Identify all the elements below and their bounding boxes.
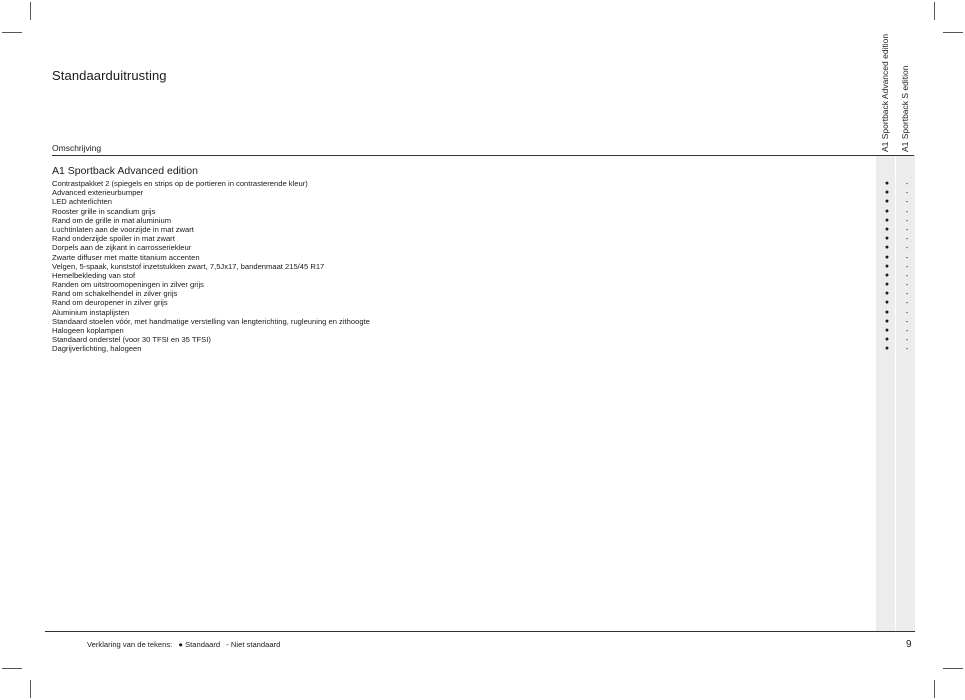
advanced-mark: ●	[884, 281, 890, 289]
crop-mark	[30, 680, 31, 698]
s-edition-mark: -	[905, 344, 909, 354]
footer-divider	[45, 631, 915, 632]
legend-not-standard: - Niet standaard	[226, 640, 281, 649]
s-edition-mark: -	[905, 252, 909, 262]
feature-row	[52, 335, 912, 344]
s-edition-mark: -	[905, 298, 909, 308]
feature-label: Standaard onderstel (voor 30 TFSI en 35 TFSI)	[52, 335, 211, 345]
s-edition-mark: -	[905, 243, 909, 253]
advanced-mark: ●	[884, 235, 890, 243]
s-edition-mark: -	[905, 234, 909, 244]
feature-row	[52, 253, 912, 262]
feature-row	[52, 197, 912, 206]
feature-row	[52, 298, 912, 307]
feature-row	[52, 207, 912, 216]
header-divider	[52, 155, 914, 156]
feature-label: Luchtinlaten aan de voorzijde in mat zwart	[52, 224, 194, 234]
advanced-mark: ●	[884, 216, 890, 224]
feature-label: Dorpels aan de zijkant in carrosseriekleur	[52, 243, 192, 253]
feature-label: Dagrijverlichting, halogeen	[52, 344, 142, 354]
advanced-mark: ●	[884, 207, 890, 215]
advanced-mark: ●	[884, 317, 890, 325]
feature-row	[52, 179, 912, 188]
description-column-label: Omschrijving	[52, 143, 102, 153]
feature-label: LED achterlichten	[52, 197, 112, 207]
feature-label: Contrastpakket 2 (spiegels en strips op de portieren in contrasterende kleur)	[52, 179, 308, 188]
advanced-mark: ●	[884, 262, 890, 270]
crop-mark	[30, 2, 31, 20]
crop-mark	[2, 668, 22, 669]
advanced-mark: ●	[884, 327, 890, 334]
feature-label: Randen om uitstroomopeningen in zilver grijs	[52, 280, 204, 290]
page-title: Standaarduitrusting	[52, 68, 167, 83]
advanced-mark: ●	[884, 290, 890, 298]
crop-mark	[943, 32, 963, 33]
section-heading: A1 Sportback Advanced edition	[52, 165, 198, 177]
s-edition-mark: -	[905, 326, 909, 335]
feature-label: Rand om schakelhendel in zilver grijs	[52, 289, 178, 299]
feature-label: Rand om deuropener in zilver grijs	[52, 298, 168, 308]
column-header-advanced: A1 Sportback Advanced edition	[880, 33, 890, 152]
legend-standard: ● Standaard	[178, 640, 221, 649]
s-edition-mark: -	[905, 289, 909, 299]
feature-row	[52, 234, 912, 243]
feature-label: Rooster grille in scandium grijs	[52, 206, 156, 216]
feature-list	[52, 179, 912, 354]
feature-row	[52, 289, 912, 298]
s-edition-mark: -	[905, 307, 909, 317]
s-edition-mark: -	[905, 224, 909, 234]
s-edition-mark: -	[905, 215, 909, 225]
feature-label: Rand onderzijde spoiler in mat zwart	[52, 234, 175, 244]
s-edition-mark: -	[905, 316, 909, 326]
feature-label: Zwarte diffuser met matte titanium accenten	[52, 252, 200, 262]
feature-row	[52, 271, 912, 280]
column-header-s-edition: A1 Sportback S edition	[900, 65, 910, 152]
feature-label: Rand om de grille in mat aluminium	[52, 215, 172, 225]
feature-row	[52, 243, 912, 252]
advanced-mark: ●	[884, 253, 890, 261]
feature-row	[52, 280, 912, 289]
page-number: 9	[906, 639, 912, 650]
advanced-mark: ●	[884, 336, 890, 344]
crop-mark	[2, 32, 22, 33]
feature-label: Standaard stoelen vóór, met handmatige verstelling van lengterichting, rugleuning en zithoogte	[52, 316, 370, 326]
advanced-mark: ●	[884, 189, 890, 197]
feature-row	[52, 326, 912, 335]
crop-mark	[934, 2, 935, 20]
feature-label: Hemelbekleding van stof	[52, 270, 136, 280]
feature-label: Aluminium instaplijsten	[52, 307, 130, 317]
feature-row	[52, 216, 912, 225]
feature-row	[52, 188, 912, 197]
feature-label: Halogeen koplampen	[52, 326, 124, 335]
s-edition-mark: -	[905, 179, 909, 188]
advanced-mark: ●	[884, 225, 890, 233]
feature-label: Velgen, 5-spaak, kunststof inzetstukken zwart, 7,5Jx17, bandenmaat 215/45 R17	[52, 261, 325, 271]
crop-mark	[943, 668, 963, 669]
advanced-mark: ●	[884, 345, 890, 353]
feature-row	[52, 262, 912, 271]
feature-row	[52, 317, 912, 326]
advanced-mark: ●	[884, 299, 890, 307]
s-edition-mark: -	[905, 188, 909, 198]
advanced-mark: ●	[884, 271, 890, 279]
feature-label: Advanced exterieurbumper	[52, 188, 144, 198]
legend	[87, 640, 284, 649]
s-edition-mark: -	[905, 280, 909, 290]
s-edition-mark: -	[905, 335, 909, 345]
s-edition-mark: -	[905, 270, 909, 280]
feature-row	[52, 308, 912, 317]
s-edition-mark: -	[905, 261, 909, 271]
advanced-mark: ●	[884, 180, 890, 187]
feature-row	[52, 225, 912, 234]
s-edition-mark: -	[905, 197, 909, 207]
advanced-mark: ●	[884, 308, 890, 316]
feature-row	[52, 344, 912, 353]
advanced-mark: ●	[884, 198, 890, 206]
crop-mark	[934, 680, 935, 698]
legend-intro: Verklaring van de tekens:	[87, 640, 173, 649]
advanced-mark: ●	[884, 244, 890, 252]
s-edition-mark: -	[905, 206, 909, 216]
